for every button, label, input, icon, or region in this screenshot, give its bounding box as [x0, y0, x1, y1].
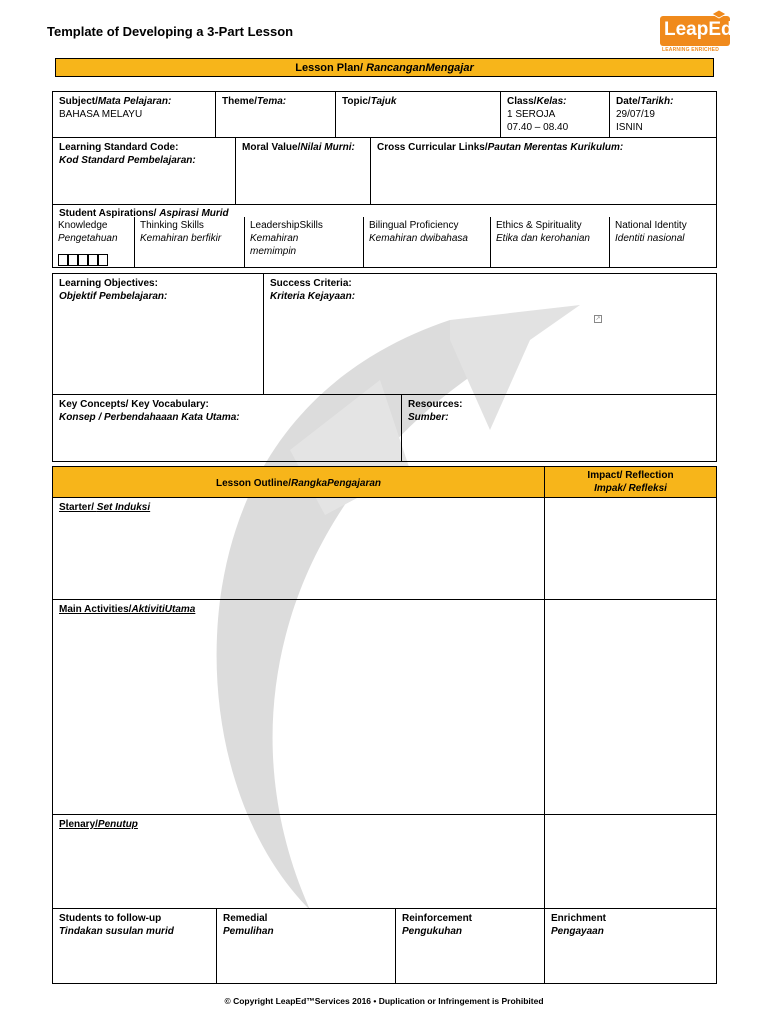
date-value: 29/07/19	[616, 109, 655, 120]
aspiration-label-ms: Kemahiran dwibahasa	[369, 233, 468, 244]
date-label-ms: Tarikh:	[640, 96, 674, 107]
outline-label-ms: RangkaPengajaran	[290, 478, 382, 489]
starter-label-ms: Set Induksi	[96, 502, 151, 513]
copyright-footer: © Copyright LeapEd™Services 2016 • Duplication or Infringement is Prohibited	[224, 996, 544, 1006]
kc-label-ms: Konsep / Perbendahaaan Kata Utama:	[59, 412, 240, 423]
impact-label-en: Impact/ Reflection	[587, 470, 674, 481]
aspirations-title-ms: Aspirasi Murid	[159, 208, 229, 219]
main-activities-cell[interactable]	[52, 599, 545, 815]
students-follow-up-cell[interactable]	[52, 908, 217, 984]
lo-label-ms: Objektif Pembelajaran:	[59, 291, 168, 302]
class-label-ms: Kelas:	[536, 96, 567, 107]
followup-label-en: Remedial	[223, 913, 268, 924]
date-cell[interactable]	[609, 91, 717, 138]
date-label-en: Date/	[616, 96, 641, 107]
moral-label-en: Moral Value/	[242, 142, 301, 153]
aspiration-label-ms: Identiti nasional	[615, 233, 685, 244]
subject-value: BAHASA MELAYU	[59, 109, 143, 120]
outline-label-en: Lesson Outline/	[215, 478, 291, 489]
plenary-cell[interactable]	[52, 814, 545, 909]
followup-label-ms: Pengukuhan	[402, 926, 463, 937]
sc-label-ms: Kriteria Kejayaan:	[270, 291, 356, 302]
aspiration-national-identity[interactable]	[609, 217, 717, 268]
subject-label-en: Subject/	[59, 96, 98, 107]
enrichment-cell[interactable]	[544, 908, 717, 984]
graduation-cap-icon	[712, 10, 726, 20]
resources-cell[interactable]	[401, 394, 717, 462]
impact-reflection-header	[544, 466, 717, 498]
checkbox-strip[interactable]	[58, 254, 108, 266]
reinforcement-cell[interactable]	[395, 908, 545, 984]
aspirations-title-en: Student Aspirations/	[59, 208, 160, 219]
res-label-ms: Sumber:	[408, 412, 449, 423]
res-label-en: Resources:	[408, 399, 463, 410]
moral-value-cell[interactable]	[235, 137, 371, 205]
class-label-en: Class/	[507, 96, 537, 107]
aspiration-label-ms: Kemahiran berfikir	[140, 233, 222, 244]
aspiration-leadership[interactable]	[244, 217, 364, 268]
starter-cell[interactable]	[52, 497, 545, 600]
theme-cell[interactable]	[215, 91, 336, 138]
class-value: 1 SEROJA	[507, 109, 556, 120]
main-reflection-cell[interactable]	[544, 599, 717, 815]
logo-text: LeapEd	[664, 19, 733, 40]
theme-label-ms: Tema:	[257, 96, 287, 107]
plenary-label-en: Plenary/	[59, 819, 98, 830]
embedded-object-icon: ↗	[595, 316, 601, 322]
lesson-outline-header	[52, 466, 545, 498]
topic-label-en: Topic/	[342, 96, 371, 107]
aspiration-label-en: National Identity	[615, 220, 687, 231]
aspiration-ethics[interactable]	[490, 217, 610, 268]
followup-label-ms: Pengayaan	[551, 926, 604, 937]
topic-cell[interactable]	[335, 91, 501, 138]
success-criteria-cell[interactable]	[263, 273, 717, 395]
lesson-plan-label-ms: RancanganMengajar	[366, 62, 474, 74]
starter-label-en: Starter/	[59, 502, 97, 513]
ccl-label-en: Cross Curricular Links/	[377, 142, 488, 153]
aspiration-label-en: Ethics & Spirituality	[496, 220, 582, 231]
aspiration-label-en: LeadershipSkills	[250, 220, 323, 231]
class-time: 07.40 – 08.40	[507, 122, 569, 133]
subject-cell[interactable]	[52, 91, 216, 138]
key-concepts-cell[interactable]	[52, 394, 402, 462]
learning-objectives-cell[interactable]	[52, 273, 264, 395]
aspiration-label-ms: Etika dan kerohanian	[496, 233, 590, 244]
aspiration-label-ms: Kemahiran	[250, 233, 299, 244]
lesson-plan-header	[55, 58, 714, 77]
followup-label-ms: Pemulihan	[223, 926, 274, 937]
document-title: Template of Developing a 3-Part Lesson	[47, 24, 294, 39]
ccl-label-ms: Pautan Merentas Kurikulum:	[487, 142, 624, 153]
theme-label-en: Theme/	[222, 96, 258, 107]
followup-label-en: Students to follow-up	[59, 913, 162, 924]
followup-label-en: Reinforcement	[402, 913, 473, 924]
remedial-cell[interactable]	[216, 908, 396, 984]
learning-standard-cell[interactable]	[52, 137, 236, 205]
impact-label-ms: Impak/ Refleksi	[594, 483, 667, 494]
plenary-label-ms: Penutup	[97, 819, 138, 830]
aspiration-label-ms-2: memimpin	[250, 246, 297, 257]
sc-label-en: Success Criteria:	[270, 278, 352, 289]
aspiration-thinking-skills[interactable]	[134, 217, 245, 268]
aspiration-bilingual[interactable]	[363, 217, 491, 268]
lsc-label-en: Learning Standard Code:	[59, 142, 179, 153]
main-label-ms: AktivitiUtama	[131, 604, 196, 615]
aspiration-label-en: Bilingual Proficiency	[369, 220, 459, 231]
main-label-en: Main Activities/	[59, 604, 132, 615]
kc-label-en: Key Concepts/ Key Vocabulary:	[59, 399, 209, 410]
starter-reflection-cell[interactable]	[544, 497, 717, 600]
logo-tagline: LEARNING ENRICHED	[662, 47, 720, 53]
lesson-plan-label-en: Lesson Plan/	[295, 62, 367, 74]
moral-label-ms: Nilai Murni:	[300, 142, 355, 153]
class-cell[interactable]	[500, 91, 610, 138]
aspiration-label-en: Knowledge	[58, 220, 108, 231]
leaped-logo	[658, 10, 748, 54]
day-value: ISNIN	[616, 122, 643, 133]
aspiration-knowledge[interactable]	[52, 217, 135, 268]
aspiration-label-ms: Pengetahuan	[58, 233, 118, 244]
lsc-label-ms: Kod Standard Pembelajaran:	[59, 155, 196, 166]
lo-label-en: Learning Objectives:	[59, 278, 158, 289]
cross-curricular-cell[interactable]	[370, 137, 717, 205]
aspiration-label-en: Thinking Skills	[140, 220, 204, 231]
subject-label-ms: Mata Pelajaran:	[97, 96, 172, 107]
followup-label-ms: Tindakan susulan murid	[59, 926, 174, 937]
plenary-reflection-cell[interactable]	[544, 814, 717, 909]
topic-label-ms: Tajuk	[370, 96, 397, 107]
followup-label-en: Enrichment	[551, 913, 607, 924]
